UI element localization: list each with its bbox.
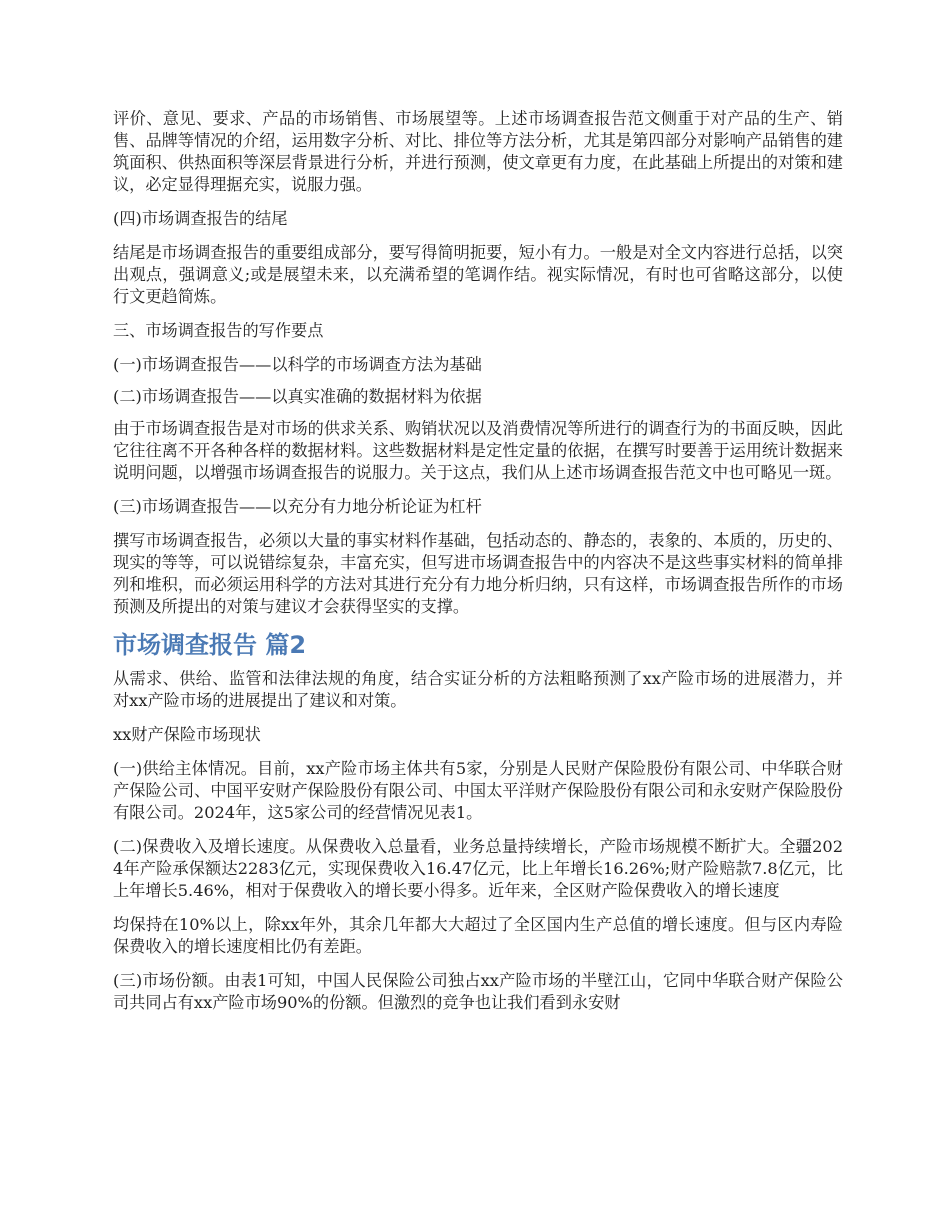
subsection-heading: (四)市场调查报告的结尾 xyxy=(113,209,288,228)
subsection-heading: (三)市场调查报告——以充分有力地分析论证为杠杆 xyxy=(113,497,482,516)
section-title: 市场调查报告 篇2 xyxy=(113,631,307,659)
subsection-heading: (一)市场调查报告——以科学的市场调查方法为基础 xyxy=(113,355,482,374)
body-paragraph: 结尾是市场调查报告的重要组成部分，要写得简明扼要，短小有力。一般是对全文内容进行总括，以突出观点，强调意义;或是展望未来，以充满希望的笔调作结。视实际情况，有时也可省略这部分，以使行文更趋简炼。 xyxy=(113,243,843,306)
body-paragraph: (二)保费收入及增长速度。从保费收入总量看，业务总量持续增长，产险市场规模不断扩大。全疆2024年产险承保额达2283亿元，实现保费收入16.47亿元，比上年增长16.26%;财产险赔款7.8亿元，比上年增长5.46%，相对于保费收入的增长要小得多。近年来，全区财产险保费收入的增长速度 xyxy=(113,837,843,900)
body-paragraph: 由于市场调查报告是对市场的供求关系、购销状况以及消费情况等所进行的调查行为的书面反映，因此它往往离不开各种各样的数据材料。这些数据材料是定性定量的依据，在撰写时要善于运用统计数据来说明问题，以增强市场调查报告的说服力。关于这点，我们从上述市场调查报告范文中也可略见一斑。 xyxy=(113,419,843,482)
body-paragraph: (三)市场份额。由表1可知，中国人民保险公司独占xx产险市场的半壁江山，它同中华联合财产保险公司共同占有xx产险市场90%的份额。但激烈的竞争也让我们看到永安财 xyxy=(113,971,843,1012)
subsection-heading: (二)市场调查报告——以真实准确的数据材料为依据 xyxy=(113,387,482,406)
body-paragraph: 从需求、供给、监管和法律法规的角度，结合实证分析的方法粗略预测了xx产险市场的进展潜力，并对xx产险市场的进展提出了建议和对策。 xyxy=(113,669,843,710)
document-page xyxy=(113,108,843,1026)
body-paragraph: 均保持在10%以上，除xx年外，其余几年都大大超过了全区国内生产总值的增长速度。但与区内寿险保费收入的增长速度相比仍有差距。 xyxy=(113,915,843,956)
body-paragraph: 评价、意见、要求、产品的市场销售、市场展望等。上述市场调查报告范文侧重于对产品的生产、销售、品牌等情况的介绍，运用数字分析、对比、排位等方法分析，尤其是第四部分对影响产品销售的建筑面积、供热面积等深层背景进行分析，并进行预测，使文章更有力度，在此基础上所提出的对策和建议，必定显得理据充实，说服力强。 xyxy=(113,109,843,194)
body-paragraph: 撰写市场调查报告，必须以大量的事实材料作基础，包括动态的、静态的，表象的、本质的，历史的、现实的等等，可以说错综复杂，丰富充实，但写进市场调查报告中的内容决不是这些事实材料的简单排列和堆积，而必须运用科学的方法对其进行充分有力地分析归纳，只有这样，市场调查报告所作的市场预测及所提出的对策与建议才会获得坚实的支撑。 xyxy=(113,531,843,616)
body-paragraph: (一)供给主体情况。目前，xx产险市场主体共有5家，分别是人民财产保险股份有限公司、中华联合财产保险公司、中国平安财产保险股份有限公司、中国太平洋财产保险股份有限公司和永安财产保险股份有限公司。2024年，这5家公司的经营情况见表1。 xyxy=(113,759,843,822)
subsection-heading: xx财产保险市场现状 xyxy=(113,725,261,744)
section-heading-text: 三、市场调查报告的写作要点 xyxy=(113,321,324,340)
